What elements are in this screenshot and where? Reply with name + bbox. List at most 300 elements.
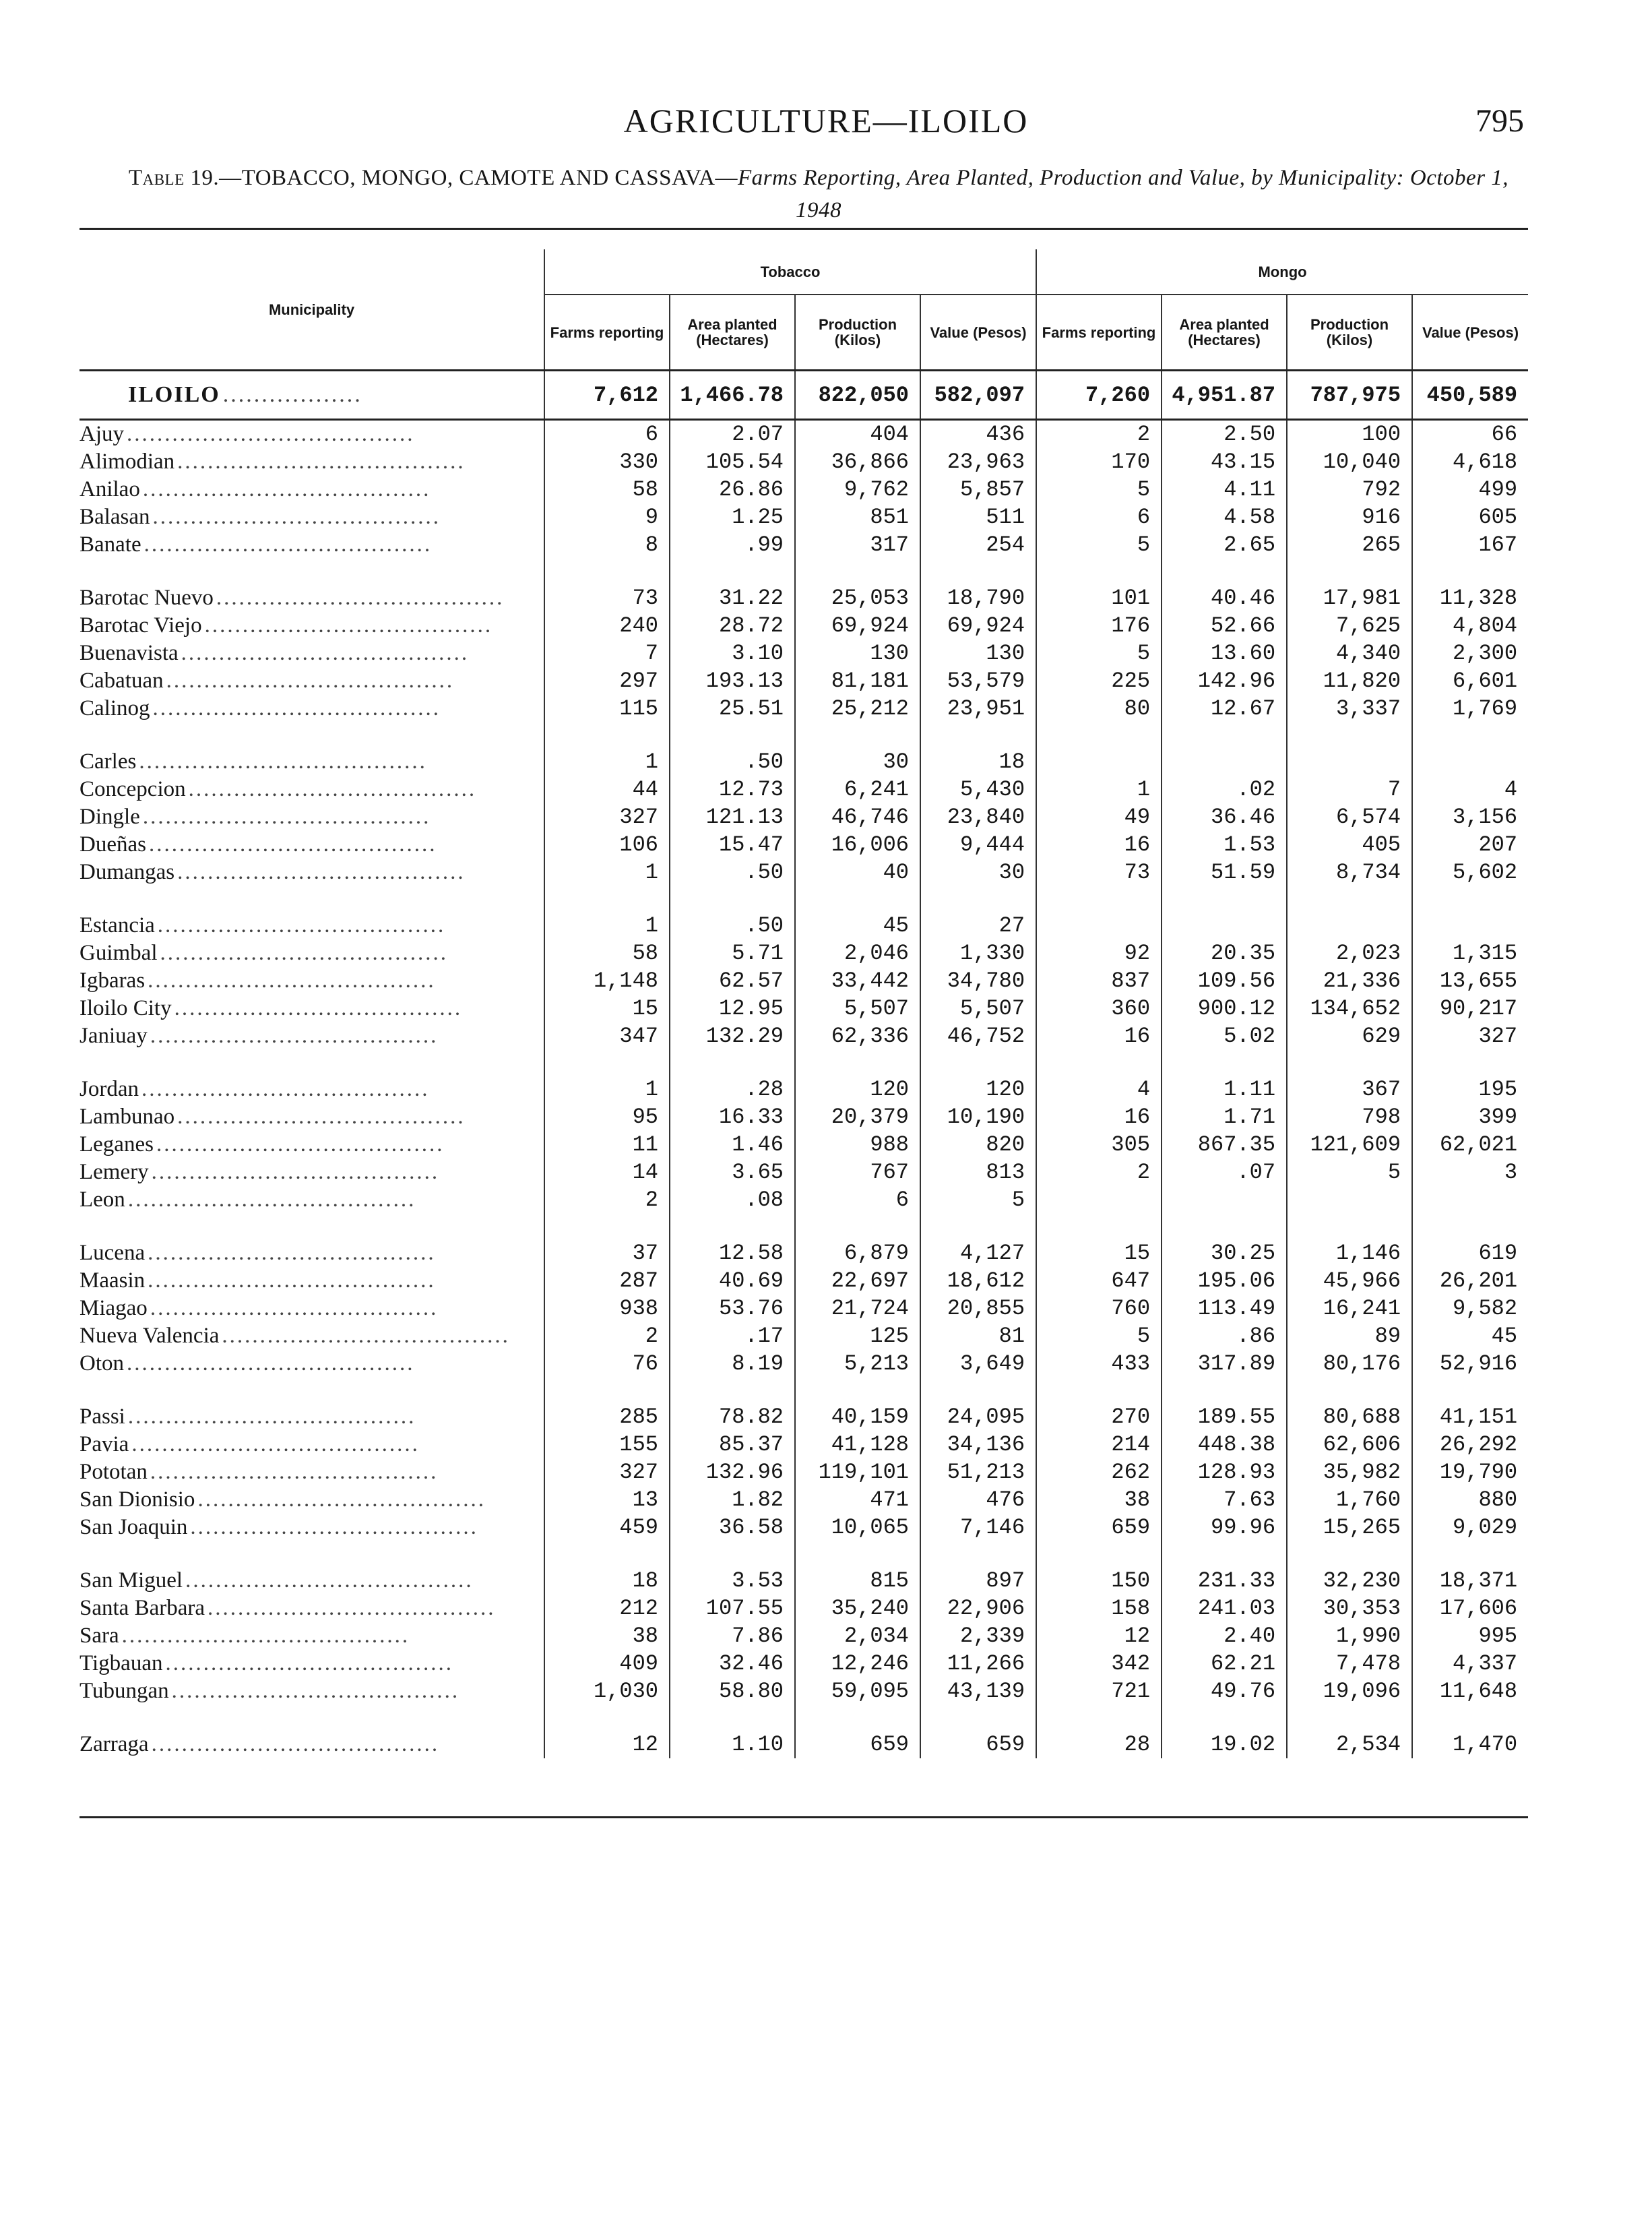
- table-cell: 4,340: [1287, 640, 1412, 667]
- table-cell: 34,780: [920, 967, 1036, 995]
- table-cell: 1.71: [1162, 1103, 1287, 1131]
- table-cell: 1.82: [670, 1486, 795, 1514]
- table-cell: 1: [544, 748, 670, 776]
- municipality-name: Estancia: [80, 913, 158, 937]
- table-cell: 40,159: [795, 1403, 920, 1431]
- table-cell: 2: [1036, 420, 1162, 449]
- column-header: Farms reporting: [544, 295, 670, 371]
- table-row: Janiuay ...................................... 347 132.29 62,336 46,752 16 5.02 629 327: [80, 1022, 1528, 1050]
- table-cell: 35,982: [1287, 1458, 1412, 1486]
- table-cell: 5.71: [670, 939, 795, 967]
- table-row: Leon ...................................... 2 .08 6 5: [80, 1186, 1528, 1214]
- table-cell: 45: [795, 912, 920, 939]
- table-cell: 40.46: [1162, 584, 1287, 612]
- table-cell: 80: [1036, 695, 1162, 722]
- group-spacer: [80, 886, 1528, 912]
- table-cell: 4,618: [1412, 448, 1528, 476]
- table-cell: 5,602: [1412, 859, 1528, 886]
- total-name: ILOILO: [128, 382, 223, 407]
- table-cell: 798: [1287, 1103, 1412, 1131]
- municipality-name: Sara: [80, 1624, 122, 1648]
- table-cell: 212: [544, 1595, 670, 1622]
- table-title: —TOBACCO, MONGO, CAMOTE AND CASSAVA—: [219, 166, 738, 190]
- table-cell: 629: [1287, 1022, 1412, 1050]
- table-cell: 43.15: [1162, 448, 1287, 476]
- table-cell: .50: [670, 748, 795, 776]
- total-cell: 822,050: [795, 371, 920, 420]
- table-row: Alimodian ...................................... 330 105.54 36,866 23,963 170 43.15 10,040 4,618: [80, 448, 1528, 476]
- table-cell: 49: [1036, 803, 1162, 831]
- table-cell: 16: [1036, 1022, 1162, 1050]
- municipality-name: Anilao: [80, 477, 143, 501]
- table-cell: 5,430: [920, 776, 1036, 803]
- table-cell: 1: [544, 859, 670, 886]
- table-cell: 360: [1036, 995, 1162, 1022]
- table-cell: 5,857: [920, 476, 1036, 503]
- table-cell: 2.07: [670, 420, 795, 449]
- table-cell: [1162, 1186, 1287, 1214]
- table-cell: .08: [670, 1186, 795, 1214]
- table-cell: 26,292: [1412, 1431, 1528, 1458]
- table-cell: 36.46: [1162, 803, 1287, 831]
- table-row: Passi ...................................... 285 78.82 40,159 24,095 270 189.55 80,688 41,151: [80, 1403, 1528, 1431]
- table-cell: 130: [920, 640, 1036, 667]
- table-cell: 471: [795, 1486, 920, 1514]
- table-cell: .50: [670, 912, 795, 939]
- table-cell: 25,053: [795, 584, 920, 612]
- top-rule: [80, 228, 1528, 230]
- table-cell: 23,951: [920, 695, 1036, 722]
- column-header: Farms reporting: [1036, 295, 1162, 371]
- table-row: Anilao ...................................... 58 26.86 9,762 5,857 5 4.11 792 499: [80, 476, 1528, 503]
- table-cell: 105.54: [670, 448, 795, 476]
- table-cell: 11,328: [1412, 584, 1528, 612]
- municipality-name: Tigbauan: [80, 1651, 165, 1675]
- table-cell: [1036, 912, 1162, 939]
- table-cell: 433: [1036, 1350, 1162, 1378]
- table-cell: 9,762: [795, 476, 920, 503]
- table-cell: 241.03: [1162, 1595, 1287, 1622]
- table-cell: 6: [1036, 503, 1162, 531]
- table-cell: 240: [544, 612, 670, 640]
- table-cell: 4.11: [1162, 476, 1287, 503]
- table-cell: 22,697: [795, 1267, 920, 1295]
- running-head: [0, 101, 1652, 148]
- table-cell: 25,212: [795, 695, 920, 722]
- table-cell: 17,606: [1412, 1595, 1528, 1622]
- table-cell: 13: [544, 1486, 670, 1514]
- table-cell: 2,339: [920, 1622, 1036, 1650]
- municipality-name: Barotac Viejo: [80, 613, 205, 638]
- table-cell: 327: [544, 1458, 670, 1486]
- table-number: Table 19.: [128, 166, 220, 190]
- table-cell: 327: [1412, 1022, 1528, 1050]
- table-row: Concepcion ...................................... 44 12.73 6,241 5,430 1 .02 7 4: [80, 776, 1528, 803]
- group-spacer: [80, 1705, 1528, 1731]
- table-cell: 16,241: [1287, 1295, 1412, 1322]
- running-title: AGRICULTURE—ILOILO: [623, 102, 1029, 140]
- table-cell: 59,095: [795, 1677, 920, 1705]
- table-cell: 1,148: [544, 967, 670, 995]
- table-row: Zarraga ...................................... 12 1.10 659 659 28 19.02 2,534 1,470: [80, 1731, 1528, 1758]
- municipality-name: San Joaquin: [80, 1515, 190, 1539]
- table-cell: 5,213: [795, 1350, 920, 1378]
- table-cell: 32.46: [670, 1650, 795, 1677]
- table-cell: 405: [1287, 831, 1412, 859]
- table-cell: 11,820: [1287, 667, 1412, 695]
- table-cell: 988: [795, 1131, 920, 1159]
- table-cell: 66: [1412, 420, 1528, 449]
- column-header: Value (Pesos): [1412, 295, 1528, 371]
- table-cell: 167: [1412, 531, 1528, 559]
- table-cell: [1036, 1186, 1162, 1214]
- table-cell: 30: [920, 859, 1036, 886]
- table-cell: 7.63: [1162, 1486, 1287, 1514]
- table-cell: 5: [1036, 531, 1162, 559]
- table-cell: 9: [544, 503, 670, 531]
- table-cell: 347: [544, 1022, 670, 1050]
- table-cell: 62.21: [1162, 1650, 1287, 1677]
- table-cell: 20,855: [920, 1295, 1036, 1322]
- table-cell: 6,879: [795, 1239, 920, 1267]
- column-header: Value (Pesos): [920, 295, 1036, 371]
- table-row: Lambunao ...................................... 95 16.33 20,379 10,190 16 1.71 798 399: [80, 1103, 1528, 1131]
- group-spacer: [80, 1378, 1528, 1403]
- table-cell: 62.57: [670, 967, 795, 995]
- table-cell: 49.76: [1162, 1677, 1287, 1705]
- bottom-rule: [80, 1816, 1528, 1818]
- table-cell: 58.80: [670, 1677, 795, 1705]
- table-cell: 28.72: [670, 612, 795, 640]
- table-cell: 62,021: [1412, 1131, 1528, 1159]
- table-row: Jordan ...................................... 1 .28 120 120 4 1.11 367 195: [80, 1076, 1528, 1103]
- table-cell: 1: [544, 1076, 670, 1103]
- table-cell: 8,734: [1287, 859, 1412, 886]
- municipality-name: Alimodian: [80, 450, 177, 474]
- table-cell: 9,444: [920, 831, 1036, 859]
- table-cell: [1162, 912, 1287, 939]
- municipality-name: Barotac Nuevo: [80, 586, 216, 610]
- table-body: [80, 371, 1528, 1759]
- table-row: Oton ...................................... 76 8.19 5,213 3,649 433 317.89 80,176 52,916: [80, 1350, 1528, 1378]
- column-header: Production (Kilos): [795, 295, 920, 371]
- table-cell: 33,442: [795, 967, 920, 995]
- table-cell: 7,146: [920, 1514, 1036, 1541]
- table-cell: 1,315: [1412, 939, 1528, 967]
- table-cell: 12.95: [670, 995, 795, 1022]
- group-spacer: [80, 1541, 1528, 1567]
- table-cell: 16.33: [670, 1103, 795, 1131]
- table-cell: 4: [1036, 1076, 1162, 1103]
- table-cell: .02: [1162, 776, 1287, 803]
- table-cell: 7: [544, 640, 670, 667]
- table-cell: 189.55: [1162, 1403, 1287, 1431]
- table-cell: 18,790: [920, 584, 1036, 612]
- table-cell: 30: [795, 748, 920, 776]
- table-cell: 436: [920, 420, 1036, 449]
- table-cell: 476: [920, 1486, 1036, 1514]
- table-cell: 128.93: [1162, 1458, 1287, 1486]
- municipality-name: Cabatuan: [80, 669, 166, 693]
- table-cell: 62,336: [795, 1022, 920, 1050]
- table-cell: .28: [670, 1076, 795, 1103]
- municipality-name: Miagao: [80, 1296, 150, 1320]
- table-cell: 22,906: [920, 1595, 1036, 1622]
- table-cell: 52.66: [1162, 612, 1287, 640]
- statistics-table: [80, 249, 1528, 1758]
- table-cell: 330: [544, 448, 670, 476]
- municipality-name: Leon: [80, 1187, 128, 1212]
- table-cell: 7,625: [1287, 612, 1412, 640]
- group-spacer: [80, 722, 1528, 748]
- table-cell: [1412, 1186, 1528, 1214]
- table-row: Buenavista ...................................... 7 3.10 130 130 5 13.60 4,340 2,300: [80, 640, 1528, 667]
- table-cell: 647: [1036, 1267, 1162, 1295]
- table-cell: 367: [1287, 1076, 1412, 1103]
- table-cell: 11: [544, 1131, 670, 1159]
- table-cell: 45,966: [1287, 1267, 1412, 1295]
- table-cell: 195.06: [1162, 1267, 1287, 1295]
- table-cell: [1287, 912, 1412, 939]
- table-cell: 18,612: [920, 1267, 1036, 1295]
- table-cell: 176: [1036, 612, 1162, 640]
- table-cell: 499: [1412, 476, 1528, 503]
- table-cell: 1.10: [670, 1731, 795, 1758]
- table-cell: 4,804: [1412, 612, 1528, 640]
- table-cell: 90,217: [1412, 995, 1528, 1022]
- table-cell: 25.51: [670, 695, 795, 722]
- total-cell: 450,589: [1412, 371, 1528, 420]
- table-cell: 8: [544, 531, 670, 559]
- table-cell: 1: [544, 912, 670, 939]
- municipality-name: Dumangas: [80, 860, 177, 884]
- table-cell: 40.69: [670, 1267, 795, 1295]
- table-cell: 18: [544, 1567, 670, 1595]
- table-cell: 5,507: [920, 995, 1036, 1022]
- table-cell: 1: [1036, 776, 1162, 803]
- table-cell: 12.73: [670, 776, 795, 803]
- table-cell: 2,534: [1287, 1731, 1412, 1758]
- table-cell: .86: [1162, 1322, 1287, 1350]
- table-cell: 142.96: [1162, 667, 1287, 695]
- table-cell: 20,379: [795, 1103, 920, 1131]
- municipality-name: Calinog: [80, 696, 153, 720]
- table-cell: 24,095: [920, 1403, 1036, 1431]
- table-cell: 7,478: [1287, 1650, 1412, 1677]
- total-cell: 1,466.78: [670, 371, 795, 420]
- table-row: Barotac Nuevo ...................................... 73 31.22 25,053 18,790 101 40.46 17,981 11,328: [80, 584, 1528, 612]
- table-cell: 95: [544, 1103, 670, 1131]
- table-cell: 125: [795, 1322, 920, 1350]
- table-cell: 34,136: [920, 1431, 1036, 1458]
- table-row: Balasan ...................................... 9 1.25 851 511 6 4.58 916 605: [80, 503, 1528, 531]
- municipality-name: Tubungan: [80, 1679, 172, 1703]
- table-cell: 26.86: [670, 476, 795, 503]
- table-cell: 767: [795, 1159, 920, 1186]
- table-cell: 7.86: [670, 1622, 795, 1650]
- table-row: Calinog ...................................... 115 25.51 25,212 23,951 80 12.67 3,337 1,769: [80, 695, 1528, 722]
- table-cell: 11,266: [920, 1650, 1036, 1677]
- table-cell: 10,040: [1287, 448, 1412, 476]
- table-cell: 134,652: [1287, 995, 1412, 1022]
- table-cell: 225: [1036, 667, 1162, 695]
- table-row: Santa Barbara ...................................... 212 107.55 35,240 22,906 158 241.03 30,353 17,606: [80, 1595, 1528, 1622]
- table-cell: 5.02: [1162, 1022, 1287, 1050]
- table-cell: 231.33: [1162, 1567, 1287, 1595]
- table-cell: 10,190: [920, 1103, 1036, 1131]
- table-cell: 32,230: [1287, 1567, 1412, 1595]
- municipality-name: Pavia: [80, 1432, 131, 1456]
- table-cell: 15: [544, 995, 670, 1022]
- table-cell: 2.65: [1162, 531, 1287, 559]
- table-cell: 15: [1036, 1239, 1162, 1267]
- table-cell: 41,128: [795, 1431, 920, 1458]
- table-row: Lucena ...................................... 37 12.58 6,879 4,127 15 30.25 1,146 619: [80, 1239, 1528, 1267]
- table-cell: 6,241: [795, 776, 920, 803]
- table-cell: 81,181: [795, 667, 920, 695]
- table-cell: 813: [920, 1159, 1036, 1186]
- table-cell: [1036, 748, 1162, 776]
- table-cell: 5: [1287, 1159, 1412, 1186]
- table-cell: 1,146: [1287, 1239, 1412, 1267]
- table-row: Dumangas ...................................... 1 .50 40 30 73 51.59 8,734 5,602: [80, 859, 1528, 886]
- municipality-name: Balasan: [80, 505, 152, 529]
- table-row: San Miguel ...................................... 18 3.53 815 897 150 231.33 32,230 18,371: [80, 1567, 1528, 1595]
- table-cell: 3.53: [670, 1567, 795, 1595]
- table-cell: 155: [544, 1431, 670, 1458]
- table-cell: 85.37: [670, 1431, 795, 1458]
- municipality-name: Lucena: [80, 1241, 148, 1265]
- table-cell: 285: [544, 1403, 670, 1431]
- table-cell: 106: [544, 831, 670, 859]
- table-cell: 16: [1036, 831, 1162, 859]
- table-cell: 113.49: [1162, 1295, 1287, 1322]
- table-cell: 3.10: [670, 640, 795, 667]
- table-row: Carles ...................................... 1 .50 30 18: [80, 748, 1528, 776]
- group-spacer: [80, 1050, 1528, 1076]
- table-cell: 121.13: [670, 803, 795, 831]
- municipality-name: Iloilo City: [80, 996, 174, 1020]
- table-cell: 409: [544, 1650, 670, 1677]
- table-cell: 109.56: [1162, 967, 1287, 995]
- table-cell: 792: [1287, 476, 1412, 503]
- table-cell: 867.35: [1162, 1131, 1287, 1159]
- table-cell: 36.58: [670, 1514, 795, 1541]
- municipality-name: Carles: [80, 749, 139, 774]
- table-cell: 1.11: [1162, 1076, 1287, 1103]
- group-header-mongo: Mongo: [1036, 249, 1528, 295]
- table-cell: 6: [795, 1186, 920, 1214]
- table-cell: 76: [544, 1350, 670, 1378]
- table-cell: 214: [1036, 1431, 1162, 1458]
- table-cell: 900.12: [1162, 995, 1287, 1022]
- table-row: San Joaquin ...................................... 459 36.58 10,065 7,146 659 99.96 15,265 9,029: [80, 1514, 1528, 1541]
- table-subtitle: Farms Reporting, Area Planted, Production and Value, by Municipality: October 1, 1948: [737, 166, 1509, 222]
- table-cell: 58: [544, 939, 670, 967]
- table-cell: 21,336: [1287, 967, 1412, 995]
- page-number: 795: [1475, 103, 1524, 139]
- table-cell: 7: [1287, 776, 1412, 803]
- table-cell: 46,746: [795, 803, 920, 831]
- table-cell: 1,330: [920, 939, 1036, 967]
- table-row: San Dionisio ...................................... 13 1.82 471 476 38 7.63 1,760 880: [80, 1486, 1528, 1514]
- municipality-name: Igbaras: [80, 968, 148, 993]
- table-cell: 2.50: [1162, 420, 1287, 449]
- table-cell: 16,006: [795, 831, 920, 859]
- table-cell: 1,760: [1287, 1486, 1412, 1514]
- municipality-name: Passi: [80, 1404, 128, 1429]
- municipality-name: Banate: [80, 532, 144, 557]
- table-cell: [1162, 748, 1287, 776]
- table-cell: 27: [920, 912, 1036, 939]
- table-cell: 3,337: [1287, 695, 1412, 722]
- table-cell: 30.25: [1162, 1239, 1287, 1267]
- table-cell: 262: [1036, 1458, 1162, 1486]
- table-cell: .50: [670, 859, 795, 886]
- table-cell: 448.38: [1162, 1431, 1287, 1458]
- table-cell: 404: [795, 420, 920, 449]
- municipality-name: Dingle: [80, 805, 143, 829]
- table-cell: 18,371: [1412, 1567, 1528, 1595]
- municipality-name: Santa Barbara: [80, 1596, 208, 1620]
- total-row: ILOILO .................. 7,612 1,466.78 822,050 582,097 7,260 4,951.87 787,975 450,589: [80, 371, 1528, 420]
- municipality-name: Leganes: [80, 1132, 156, 1156]
- table-cell: 44: [544, 776, 670, 803]
- total-cell: 582,097: [920, 371, 1036, 420]
- table-cell: 31.22: [670, 584, 795, 612]
- table-cell: 43,139: [920, 1677, 1036, 1705]
- table-cell: 837: [1036, 967, 1162, 995]
- table-cell: 12.67: [1162, 695, 1287, 722]
- table-cell: 80,176: [1287, 1350, 1412, 1378]
- table-cell: 17,981: [1287, 584, 1412, 612]
- table-cell: 659: [1036, 1514, 1162, 1541]
- table-cell: 28: [1036, 1731, 1162, 1758]
- table-cell: 81: [920, 1322, 1036, 1350]
- municipality-name: Zarraga: [80, 1732, 152, 1756]
- table-cell: 4,127: [920, 1239, 1036, 1267]
- table-cell: 851: [795, 503, 920, 531]
- table-cell: [1287, 1186, 1412, 1214]
- table-cell: 15,265: [1287, 1514, 1412, 1541]
- table-cell: 92: [1036, 939, 1162, 967]
- table-cell: 14: [544, 1159, 670, 1186]
- table-cell: 1,990: [1287, 1622, 1412, 1650]
- table-cell: 2: [544, 1186, 670, 1214]
- table-cell: 58: [544, 476, 670, 503]
- table-cell: 317: [795, 531, 920, 559]
- table-cell: 51,213: [920, 1458, 1036, 1486]
- table-cell: 99.96: [1162, 1514, 1287, 1541]
- table-cell: 101: [1036, 584, 1162, 612]
- table-cell: 2,023: [1287, 939, 1412, 967]
- table-row: Dueñas ...................................... 106 15.47 16,006 9,444 16 1.53 405 207: [80, 831, 1528, 859]
- municipality-name: Guimbal: [80, 941, 160, 965]
- municipality-name: San Dionisio: [80, 1487, 197, 1512]
- municipality-header: Municipality: [80, 249, 544, 371]
- table-cell: 4: [1412, 776, 1528, 803]
- column-header: Area planted (Hectares): [1162, 295, 1287, 371]
- table-cell: 2: [1036, 1159, 1162, 1186]
- table-cell: 2,046: [795, 939, 920, 967]
- table-cell: 41,151: [1412, 1403, 1528, 1431]
- table-cell: 207: [1412, 831, 1528, 859]
- table-cell: 6: [544, 420, 670, 449]
- table-cell: 120: [920, 1076, 1036, 1103]
- table-cell: 459: [544, 1514, 670, 1541]
- total-cell: 4,951.87: [1162, 371, 1287, 420]
- table-cell: 6,601: [1412, 667, 1528, 695]
